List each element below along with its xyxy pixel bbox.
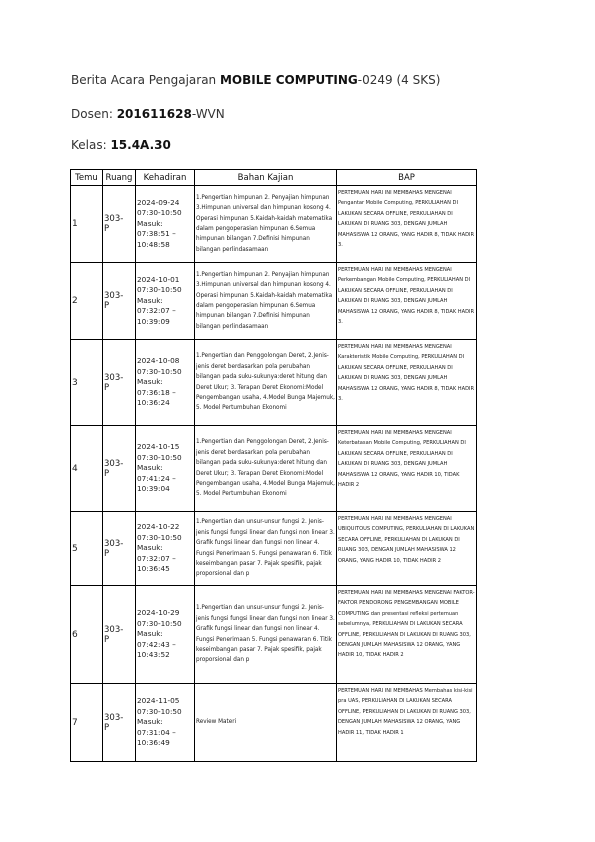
class-line — [71, 138, 171, 152]
cell-bahan-kajian: 1.Pengertian dan Penggolongan Deret, 2.Jenis-jenis deret berdasarkan pola perubahan bilangan pada suku-sukunya:deret hitung dan Deret Ukur; 3. Terapan Deret Ekonomi:Model Pengembangan usaha, 4.Model Bunga Majemuk, 5. Model Pertumbuhan Ekonomi — [195, 340, 337, 426]
cell-bap: PERTEMUAN HARI INI MEMBAHAS MENGENAI FAKTOR-FAKTOR PENDORONG PENGEMBANGAN MOBILE COMPUTING dan presentasi refleksi pertemuan sebelumnya, PERKULIAHAN DI LAKUKAN SECARA OFFLINE, PERKULIAHAN DI LAKUKAN DI RUANG 303, DENGAN JUMLAH MAHASISWA 12 ORANG, YANG HADIR 10, TIDAK HADIR 2 — [337, 586, 477, 684]
cell-temu: 3 — [71, 340, 103, 426]
col-header-ruang: Ruang — [103, 170, 136, 186]
page-title — [71, 73, 440, 87]
dosen-label: Dosen: — [71, 107, 117, 121]
table-row — [71, 426, 477, 512]
col-header-temu: Temu — [71, 170, 103, 186]
cell-kehadiran: 2024-10-15 07:30-10:50 Masuk: 07:41:24 – 10:39:04 — [136, 426, 195, 512]
cell-bap: PERTEMUAN HARI INI MEMBAHAS MENGENAI Karakteristik Mobile Computing, PERKULIAHAN DI LAKUKAN SECARA OFFLINE, PERKULIAHAN DI LAKUKAN DI RUANG 303, DENGAN JUMLAH MAHASISWA 12 ORANG, YANG HADIR 8, TIDAK HADIR 3. — [337, 340, 477, 426]
dosen-id: 201611628 — [116, 107, 192, 121]
cell-ruang: 303- P — [103, 586, 136, 684]
cell-kehadiran: 2024-10-08 07:30-10:50 Masuk: 07:36:18 – 10:36:24 — [136, 340, 195, 426]
cell-bap: PERTEMUAN HARI INI MEMBAHAS MENGENAI Pengantar Mobile Computing, PERKULIAHAN DI LAKUKAN SECARA OFFLINE, PERKULIAHAN DI LAKUKAN DI RUANG 303, DENGAN JUMLAH MAHASISWA 12 ORANG, YANG HADIR 8, TIDAK HADIR 3. — [337, 186, 477, 263]
cell-kehadiran: 2024-11-05 07:30-10:50 Masuk: 07:31:04 – 10:36:49 — [136, 684, 195, 762]
cell-ruang: 303- P — [103, 512, 136, 586]
cell-temu: 7 — [71, 684, 103, 762]
cell-ruang: 303- P — [103, 263, 136, 340]
table-row — [71, 186, 477, 263]
cell-bap: PERTEMUAN HARI INI MEMBAHAS MENGENAI Perkembangan Mobile Computing, PERKULIAHAN DI LAKUKAN SECARA OFFLINE, PERKULIAHAN DI LAKUKAN DI RUANG 303, DENGAN JUMLAH MAHASISWA 12 ORANG, YANG HADIR 8, TIDAK HADIR 3. — [337, 263, 477, 340]
cell-bap: PERTEMUAN HARI INI MEMBAHAS MENGENAI Keterbatasan Mobile Computing, PERKULIAHAN DI LAKUKAN SECARA OFFLINE, PERKULIAHAN DI LAKUKAN DI RUANG 303, DENGAN JUMLAH MAHASISWA 12 ORANG, YANG HADIR 10, TIDAK HADIR 2 — [337, 426, 477, 512]
table-row — [71, 586, 477, 684]
cell-kehadiran: 2024-10-22 07:30-10:50 Masuk: 07:32:07 – 10:36:45 — [136, 512, 195, 586]
dosen-suffix: -WVN — [191, 107, 225, 121]
cell-ruang: 303- P — [103, 186, 136, 263]
course-name: MOBILE COMPUTING — [219, 73, 358, 87]
cell-ruang: 303- P — [103, 684, 136, 762]
cell-ruang: 303- P — [103, 340, 136, 426]
col-header-bap: BAP — [337, 170, 477, 186]
cell-temu: 2 — [71, 263, 103, 340]
kelas-label: Kelas: — [71, 138, 111, 152]
table-row — [71, 512, 477, 586]
cell-temu: 5 — [71, 512, 103, 586]
table-header-row — [71, 170, 477, 186]
cell-ruang: 303- P — [103, 426, 136, 512]
cell-bap: PERTEMUAN HARI INI MEMBAHAS Membahas kisi-kisi pra UAS, PERKULIAHAN DI LAKUKAN SECARA OFFLINE, PERKULIAHAN DI LAKUKAN DI RUANG 303, DENGAN JUMLAH MAHASISWA 12 ORANG, YANG HADIR 11, TIDAK HADIR 1 — [337, 684, 477, 762]
cell-bahan-kajian: Review Materi — [195, 684, 337, 762]
cell-kehadiran: 2024-10-01 07:30-10:50 Masuk: 07:32:07 – 10:39:09 — [136, 263, 195, 340]
lecturer-line — [71, 107, 225, 121]
cell-kehadiran: 2024-10-29 07:30-10:50 Masuk: 07:42:43 – 10:43:52 — [136, 586, 195, 684]
cell-temu: 6 — [71, 586, 103, 684]
cell-kehadiran: 2024-09-24 07:30-10:50 Masuk: 07:38:51 – 10:48:58 — [136, 186, 195, 263]
cell-temu: 4 — [71, 426, 103, 512]
cell-bahan-kajian: 1.Pengertian dan unsur-unsur fungsi 2. Jenis-jenis fungsi fungsi linear dan fungsi non linear 3. Grafik fungsi linear dan fungsi non linear 4. Fungsi Penerimaan 5. Fungsi penawaran 6. Titik keseimbangan pasar 7. Pajak spesifik, pajak proporsional dan p — [195, 586, 337, 684]
table-row — [71, 263, 477, 340]
cell-bap: PERTEMUAN HARI INI MEMBAHAS MENGENAI UBIQUITOUS COMPUTING, PERKULIAHAN DI LAKUKAN SECARA OFFLINE, PERKULIAHAN DI LAKUKAN DI RUANG 303, DENGAN JUMLAH MAHASISWA 12 ORANG, YANG HADIR 10, TIDAK HADIR 2 — [337, 512, 477, 586]
cell-bahan-kajian: 1.Pengertian himpunan 2. Penyajian himpunan 3.Himpunan universal dan himpunan kosong 4. Operasi himpunan 5.Kaidah-kaidah matematika dalam pengoperasian himpunan 6.Semua himpunan bilangan 7.Definisi himpunan bilangan perlindasamaan — [195, 263, 337, 340]
cell-temu: 1 — [71, 186, 103, 263]
kelas-value: 15.4A.30 — [110, 138, 171, 152]
col-header-bahan-kajian: Bahan Kajian — [195, 170, 337, 186]
teaching-record-table — [70, 169, 477, 762]
cell-bahan-kajian: 1.Pengertian himpunan 2. Penyajian himpunan 3.Himpunan universal dan himpunan kosong 4. Operasi himpunan 5.Kaidah-kaidah matematika dalam pengoperasian himpunan 6.Semua himpunan bilangan 7.Definisi himpunan bilangan perlindasamaan — [195, 186, 337, 263]
cell-bahan-kajian: 1.Pengertian dan Penggolongan Deret, 2.Jenis-jenis deret berdasarkan pola perubahan bilangan pada suku-sukunya:deret hitung dan Deret Ukur; 3. Terapan Deret Ekonomi:Model Pengembangan usaha, 4.Model Bunga Majemuk, 5. Model Pertumbuhan Ekonomi — [195, 426, 337, 512]
course-code: -0249 (4 SKS) — [357, 73, 441, 87]
title-prefix: Berita Acara Pengajaran — [71, 73, 220, 87]
table-row — [71, 340, 477, 426]
cell-bahan-kajian: 1.Pengertian dan unsur-unsur fungsi 2. Jenis-jenis fungsi fungsi linear dan fungsi non linear 3. Grafik fungsi linear dan fungsi non linear 4. Fungsi Penerimaan 5. Fungsi penawaran 6. Titik keseimbangan pasar 7. Pajak spesifik, pajak proporsional dan p — [195, 512, 337, 586]
table-row — [71, 684, 477, 762]
col-header-kehadiran: Kehadiran — [136, 170, 195, 186]
